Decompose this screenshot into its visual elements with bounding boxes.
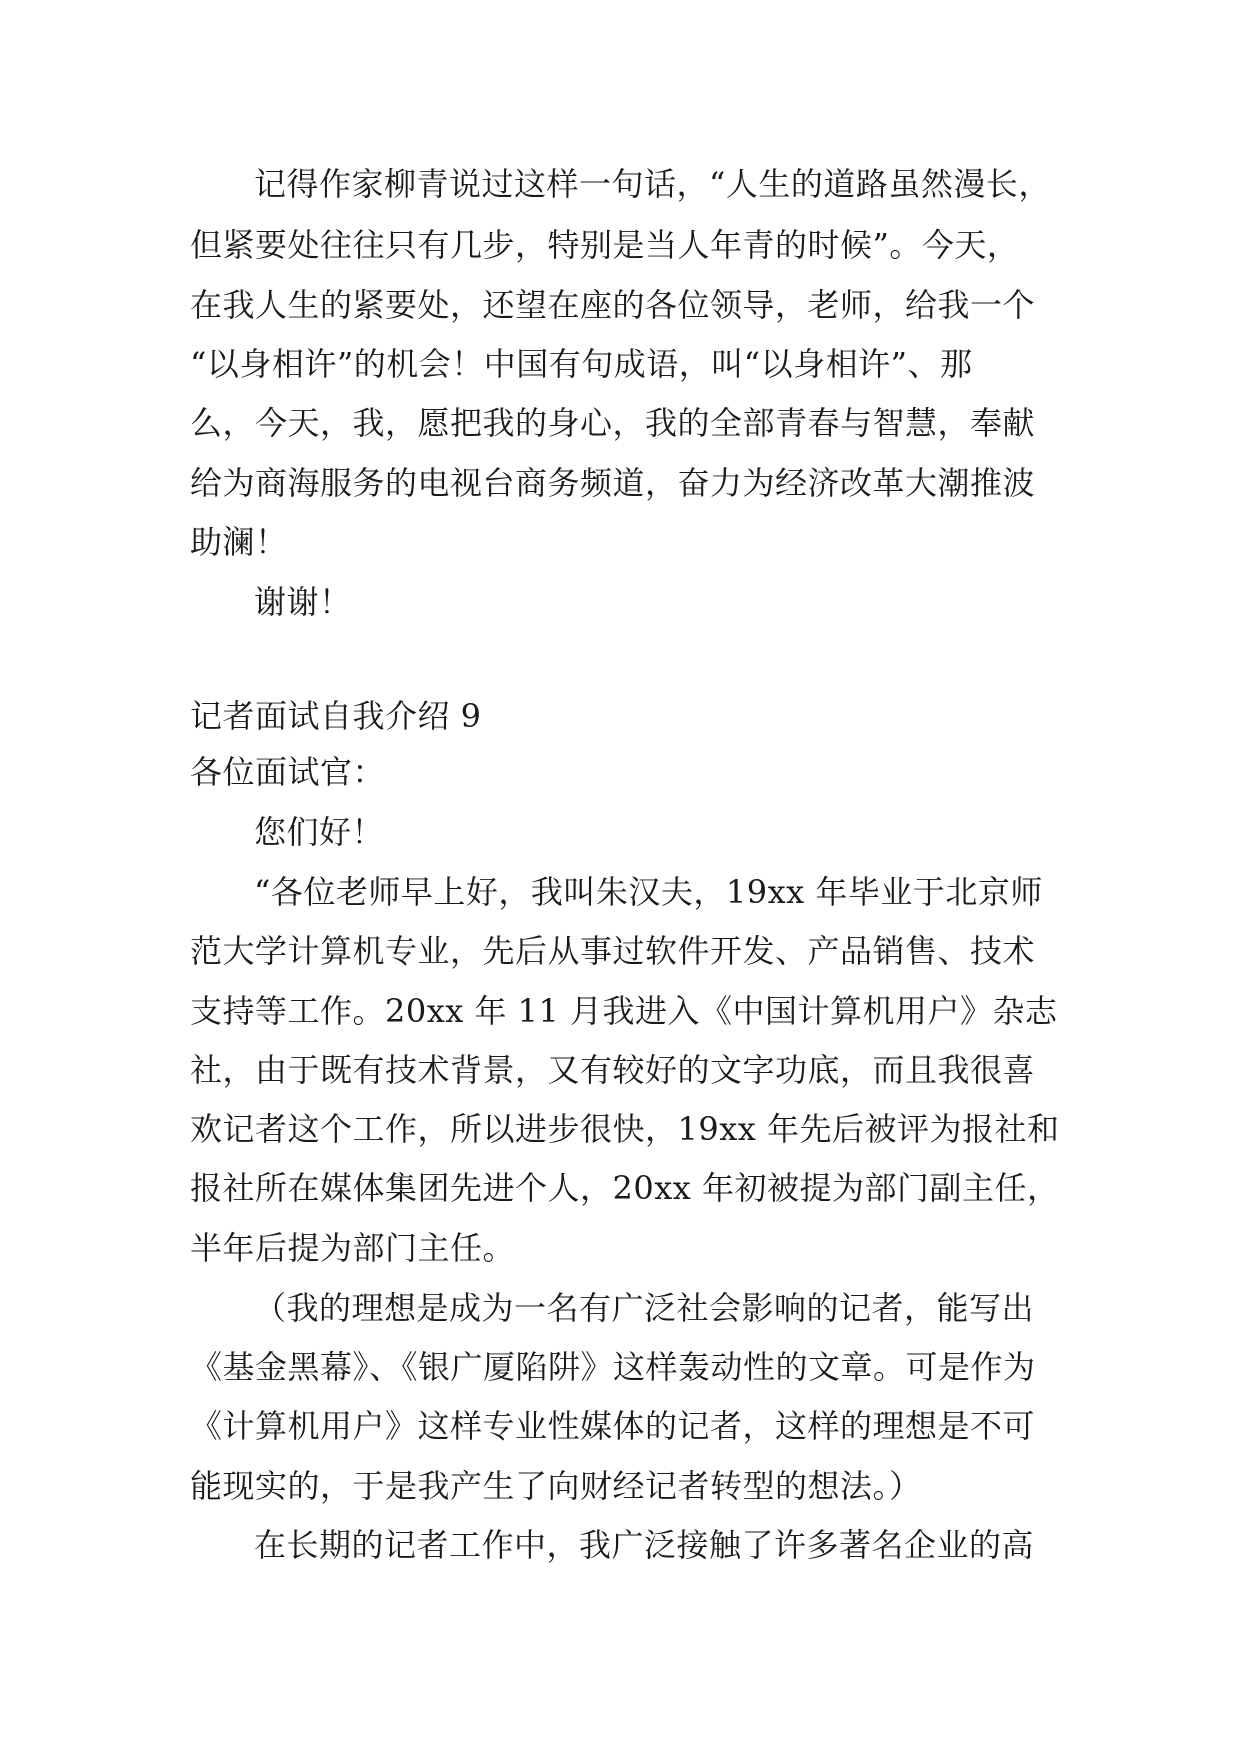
paragraph-line: “各位老师早上好，我叫朱汉夫，19xx 年毕业于北京师 — [254, 873, 1043, 911]
paragraph-line: 在长期的记者工作中，我广泛接触了许多著名企业的高 — [254, 1526, 1035, 1564]
paragraph-line: 能现实的，于是我产生了向财经记者转型的想法。） — [190, 1467, 922, 1505]
paragraph-line: 但紧要处往往只有几步，特别是当人年青的时候”。今天， — [190, 226, 1020, 264]
paragraph-line: 《计算机用户》这样专业性媒体的记者，这样的理想是不可 — [190, 1407, 1036, 1445]
paragraph-line: （我的理想是成为一名有广泛社会影响的记者，能写出 — [254, 1289, 1035, 1327]
paragraph-line: 助澜！ — [190, 523, 288, 561]
paragraph-line: 记得作家柳青说过这样一句话，“人生的道路虽然漫长， — [254, 165, 1051, 203]
salutation-line: 各位面试官： — [190, 753, 386, 791]
paragraph-line: 《基金黑幕》、《银广厦陷阱》这样轰动性的文章。可是作为 — [190, 1348, 1036, 1386]
paragraph-line: “以身相许”的机会！中国有句成语，叫“以身相许”、那 — [190, 345, 973, 383]
paragraph-line: 给为商海服务的电视台商务频道，奋力为经济改革大潮推波 — [190, 464, 1036, 502]
paragraph-line: 欢记者这个工作，所以进步很快，19xx 年先后被评为报社和 — [190, 1110, 1060, 1148]
paragraph-line: 半年后提为部门主任。 — [190, 1229, 516, 1267]
thanks-line: 谢谢！ — [254, 583, 352, 621]
greeting-line: 您们好！ — [254, 813, 385, 851]
paragraph-line: 支持等工作。20xx 年 11 月我进入《中国计算机用户》杂志 — [190, 992, 1058, 1030]
paragraph-line: 么，今天，我，愿把我的身心，我的全部青春与智慧，奉献 — [190, 404, 1036, 442]
paragraph-line: 在我人生的紧要处，还望在座的各位领导，老师，给我一个 — [190, 286, 1036, 324]
section-heading: 记者面试自我介绍 9 — [190, 697, 482, 735]
paragraph-line: 报社所在媒体集团先进个人，20xx 年初被提为部门副主任， — [190, 1169, 1060, 1207]
paragraph-line: 社，由于既有技术背景，又有较好的文字功底，而且我很喜 — [190, 1051, 1036, 1089]
paragraph-line: 范大学计算机专业，先后从事过软件开发、产品销售、技术 — [190, 932, 1036, 970]
